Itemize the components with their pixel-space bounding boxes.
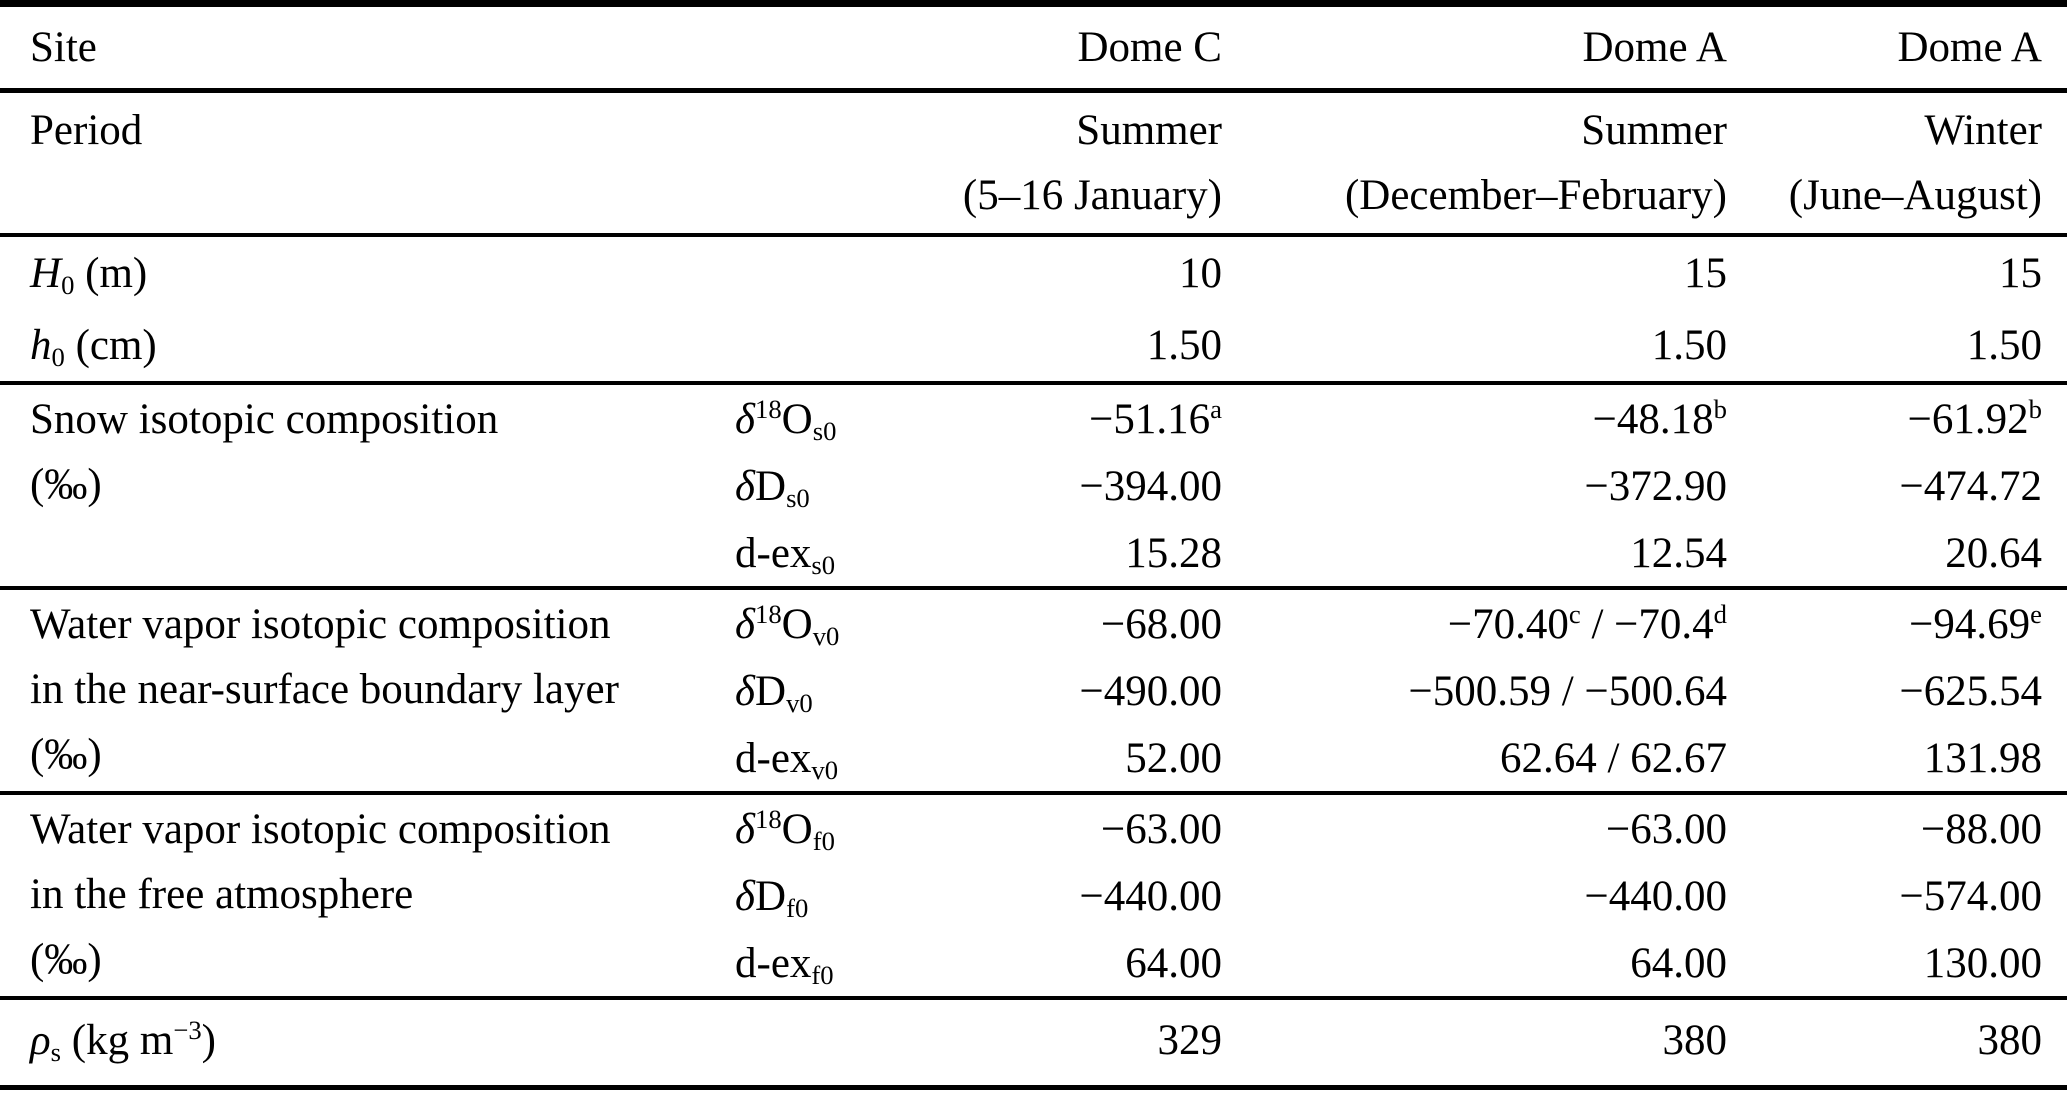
period-row-label: Period xyxy=(30,107,143,154)
symbol-cell: $\delta^{18}O_{v0}$ xyxy=(735,599,840,651)
symbol-cell: $d-ex_{s0}$ xyxy=(735,530,836,580)
value-cell: 329 xyxy=(1157,1017,1222,1064)
value-cell: −63.00 xyxy=(1100,806,1222,853)
row-label-h0: $h_0$ (cm) xyxy=(30,322,157,372)
table-row-d18O-s0 xyxy=(0,383,2067,452)
symbol-cell: $\delta D_{f0}$ xyxy=(735,873,809,923)
value-cell: −474.72 xyxy=(1899,463,2042,510)
empty-cell xyxy=(735,998,955,1088)
site-dome-a-winter: Dome A xyxy=(1897,24,2042,71)
snow-isotopes-section xyxy=(0,383,2067,588)
period-dome-c xyxy=(955,91,1222,236)
site-section xyxy=(0,4,2067,91)
value-cell: −63.00 xyxy=(1605,806,1727,853)
value-cell: 1.50 xyxy=(1651,322,1727,369)
value-cell: −500.59 / −500.64 xyxy=(1408,668,1727,715)
symbol-cell: $d-ex_{v0}$ xyxy=(735,735,839,785)
row-label-density: $\rho_s$ (kg $m^{-3}$) xyxy=(30,1015,216,1067)
value-cell: 1.50 xyxy=(1966,322,2042,369)
value-cell: 20.64 xyxy=(1945,530,2042,577)
value-cell: 52.00 xyxy=(1125,735,1222,782)
symbol-cell: $\delta D_{v0}$ xyxy=(735,668,813,718)
period-season: Summer xyxy=(1581,107,1727,154)
site-dome-c: Dome C xyxy=(1077,24,1222,71)
period-range: (5–16 January) xyxy=(962,172,1222,219)
value-cell: −61.92$^b$ xyxy=(1907,394,2042,443)
table-row-d18O-f0 xyxy=(0,793,2067,862)
symbol-cell: $\delta^{18}O_{f0}$ xyxy=(735,804,835,856)
value-cell: 64.00 xyxy=(1630,940,1727,987)
period-season: Winter xyxy=(1924,107,2042,154)
empty-cell xyxy=(735,235,955,309)
value-cell: −372.90 xyxy=(1584,463,1727,510)
value-cell: −70.40$^c$ / −70.4$^d$ xyxy=(1447,599,1727,648)
section-label-snow: Snow isotopic composition (‰) xyxy=(30,396,499,508)
value-cell: 380 xyxy=(1977,1017,2042,1064)
site-row-label: Site xyxy=(30,24,97,71)
value-cell: −574.00 xyxy=(1899,873,2042,920)
table-row-H0 xyxy=(0,235,2067,309)
heights-section xyxy=(0,235,2067,383)
value-cell: −394.00 xyxy=(1079,463,1222,510)
value-cell: −68.00 xyxy=(1100,601,1222,648)
value-cell: −48.18$^b$ xyxy=(1592,394,1727,443)
value-cell: −51.16$^a$ xyxy=(1089,394,1222,443)
value-cell: 64.00 xyxy=(1125,940,1222,987)
value-cell: 15.28 xyxy=(1125,530,1222,577)
empty-cell xyxy=(735,4,955,91)
value-cell: 62.64 / 62.67 xyxy=(1500,735,1727,782)
value-cell: −625.54 xyxy=(1899,668,2042,715)
vapor-free-atmosphere-section xyxy=(0,793,2067,998)
symbol-cell: $\delta^{18}O_{s0}$ xyxy=(735,394,837,446)
period-row xyxy=(0,91,2067,236)
value-cell: −440.00 xyxy=(1584,873,1727,920)
value-cell: 130.00 xyxy=(1923,940,2042,987)
empty-cell xyxy=(735,309,955,383)
empty-cell xyxy=(735,91,955,236)
period-section xyxy=(0,91,2067,236)
value-cell: 1.50 xyxy=(1146,322,1222,369)
value-cell: −94.69$^e$ xyxy=(1909,599,2042,648)
value-cell: 12.54 xyxy=(1630,530,1727,577)
symbol-cell: $d-ex_{f0}$ xyxy=(735,940,834,990)
site-dome-a-summer: Dome A xyxy=(1582,24,1727,71)
value-cell: −490.00 xyxy=(1079,668,1222,715)
section-label-vapor-free: Water vapor isotopic composition in the free atmosphere (‰) xyxy=(30,806,611,983)
value-cell: 380 xyxy=(1662,1017,1727,1064)
table-row-density xyxy=(0,998,2067,1088)
period-dome-a-winter xyxy=(1727,91,2067,236)
table-row-h0 xyxy=(0,309,2067,383)
symbol-cell: $\delta D_{s0}$ xyxy=(735,463,810,513)
section-label-vapor-bl: Water vapor isotopic composition in the near-surface boundary layer (‰) xyxy=(30,601,619,778)
period-range: (December–February) xyxy=(1344,172,1727,219)
table-row-d18O-v0 xyxy=(0,588,2067,657)
site-row xyxy=(0,4,2067,91)
value-cell: 15 xyxy=(1684,250,1727,297)
value-cell: 10 xyxy=(1179,250,1222,297)
period-season: Summer xyxy=(1076,107,1222,154)
value-cell: 131.98 xyxy=(1923,735,2042,782)
period-range: (June–August) xyxy=(1788,172,2042,219)
value-cell: 15 xyxy=(1999,250,2042,297)
value-cell: −88.00 xyxy=(1920,806,2042,853)
period-dome-a-summer xyxy=(1222,91,1727,236)
row-label-H0: $H_0$ (m) xyxy=(30,250,148,300)
vapor-boundary-layer-section xyxy=(0,588,2067,793)
density-section xyxy=(0,998,2067,1088)
value-cell: −440.00 xyxy=(1079,873,1222,920)
